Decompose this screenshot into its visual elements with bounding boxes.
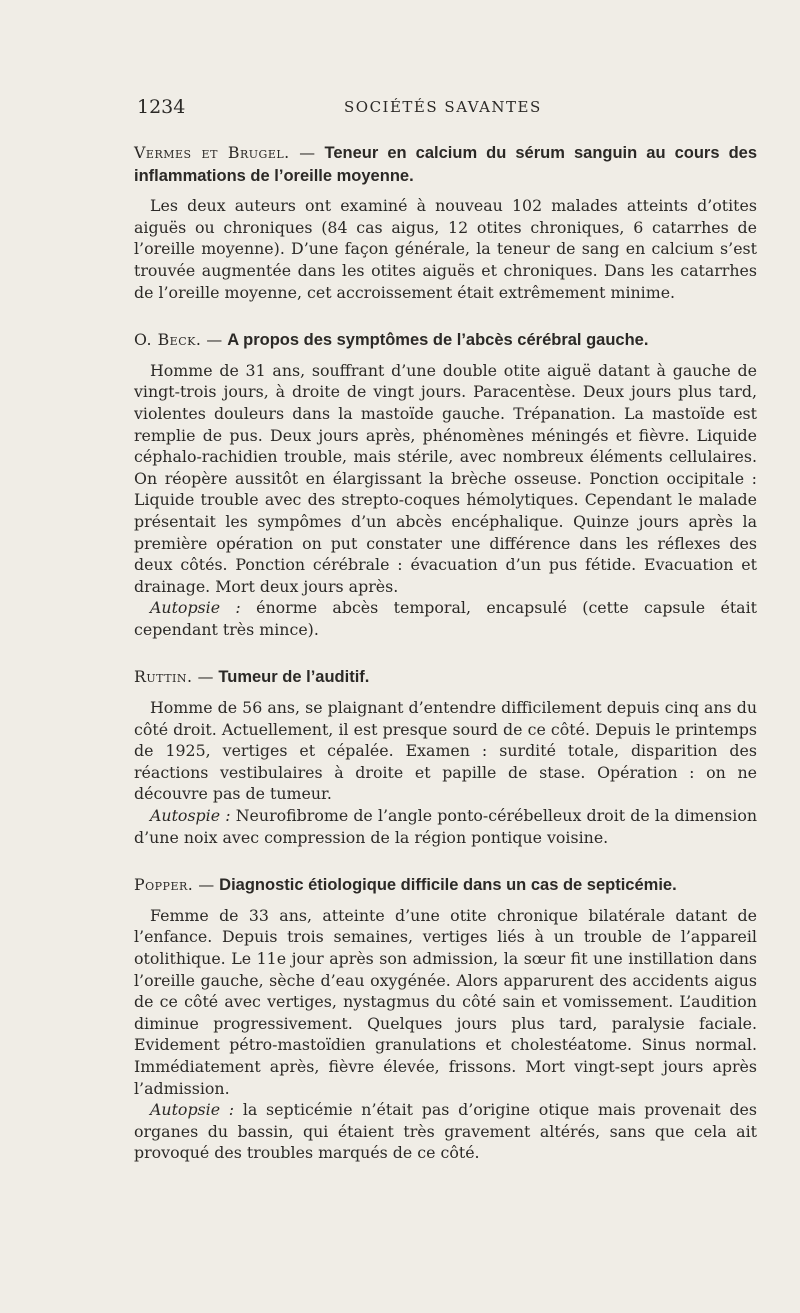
- autopsy-paragraph: [134, 805, 757, 848]
- article-authors: O. Beck.: [134, 330, 202, 350]
- autopsy-text: Neurofibrome de l’angle ponto-cérébelleux droit de la dimension d’une noix avec compression de la région pontique voisine.: [134, 806, 757, 847]
- autopsy-text: énorme abcès temporal, encapsulé (cette capsule était cependant très mince).: [134, 598, 757, 639]
- article-heading: [134, 142, 757, 187]
- autopsy-label: Autopsie :: [150, 1100, 235, 1120]
- article-title: Teneur en calcium du sérum sanguin au cours des inflammations de l’oreille moyenne.: [134, 144, 758, 185]
- autopsy-label: Autospie :: [150, 806, 231, 826]
- autopsy-paragraph: [134, 597, 757, 640]
- article-heading: [134, 666, 757, 689]
- article-title: Diagnostic étiologique difficile dans un cas de septicémie.: [219, 876, 677, 895]
- page-number: 1234: [137, 96, 186, 118]
- article-title: Tumeur de l’auditif.: [218, 668, 370, 687]
- autopsy-text: la septicémie n’était pas d’origine otique mais provenait des organes du bassin, qui étaient très gravement altérés, sans que cela ait provoqué des troubles marqués de ce côté.: [134, 1100, 758, 1163]
- heading-dash: —: [299, 143, 316, 162]
- article-vermes-brugel: [134, 142, 757, 303]
- heading-dash: —: [197, 667, 214, 687]
- article-authors: Vermes et Brugel.: [134, 143, 290, 162]
- article-authors: Popper.: [134, 875, 194, 895]
- article-ruttin: [134, 666, 757, 848]
- page-body: [134, 142, 757, 1190]
- article-popper: [134, 874, 757, 1164]
- article-paragraph: Homme de 56 ans, se plaignant d’entendre difficilement depuis cinq ans du côté droit. Actuellement, il est presque sourd de ce côté. Depuis le printemps de 1925, vertiges et cépalée. Examen : surdité totale, disparition des réactions vestibulaires à droite et papille de stase. Opération : on ne découvre pas de tumeur.: [134, 698, 757, 804]
- autopsy-paragraph: [134, 1099, 757, 1164]
- article-title: A propos des symptômes de l’abcès cérébral gauche.: [227, 331, 649, 350]
- heading-dash: —: [198, 875, 215, 895]
- article-paragraph: Homme de 31 ans, souffrant d’une double otite aiguë datant à gauche de vingt-trois jours, à droite de vingt jours. Paracentèse. Deux jours plus tard, violentes douleurs dans la mastoïde gauche. Trépanation. La mastoïde est remplie de pus. Deux jours après, phénomènes méningés et fièvre. Liquide céphalo-rachidien trouble, mais stérile, avec nombreux éléments cellulaires. On réopère aussitôt en élargissant la brèche osseuse. Ponction occipitale : Liquide trouble avec des strepto-coques hémolytiques. Cependant le malade présentait les sympômes d’un abcès encéphalique. Quinze jours après la première opération on put constater une différence dans les réflexes des deux côtés. Ponction cérébrale : évacuation d’un pus fétide. Evacuation et drainage. Mort deux jours après.: [134, 360, 757, 596]
- article-paragraph: Femme de 33 ans, atteinte d’une otite chronique bilatérale datant de l’enfance. Depuis trois semaines, vertiges liés à un trouble de l’appareil otolithique. Le 11e jour après son admission, la sœur fit une instillation dans l’oreille gauche, sèche d’eau oxygénée. Alors apparurent des accidents aigus de ce côté avec vertiges, nystagmus du côté sain et vomissement. L’audition diminue progressivement. Quelques jours plus tard, paralysie faciale. Evidement pétro-mastoïdien granulations et cholestéatome. Sinus normal. Immédiatement après, fièvre élevée, frissons. Mort vingt-sept jours après l’admission.: [134, 905, 757, 1098]
- article-paragraph: Les deux auteurs ont examiné à nouveau 102 malades atteints d’otites aiguës ou chroniques (84 cas aigus, 12 otites chroniques, 6 catarrhes de l’oreille moyenne). D’une façon générale, la teneur de sang en calcium s’est trouvée augmentée dans les otites aiguës et chroniques. Dans les catarrhes de l’oreille moyenne, cet accroissement était extrêmement minime.: [134, 196, 757, 302]
- autopsy-label: Autopsie :: [150, 598, 241, 618]
- article-beck: [134, 329, 757, 640]
- page-header: [137, 96, 757, 126]
- article-heading: [134, 874, 757, 897]
- heading-dash: —: [206, 330, 223, 350]
- running-title: SOCIÉTÉS SAVANTES: [344, 98, 542, 116]
- article-authors: Ruttin.: [134, 667, 193, 687]
- article-heading: [134, 329, 757, 352]
